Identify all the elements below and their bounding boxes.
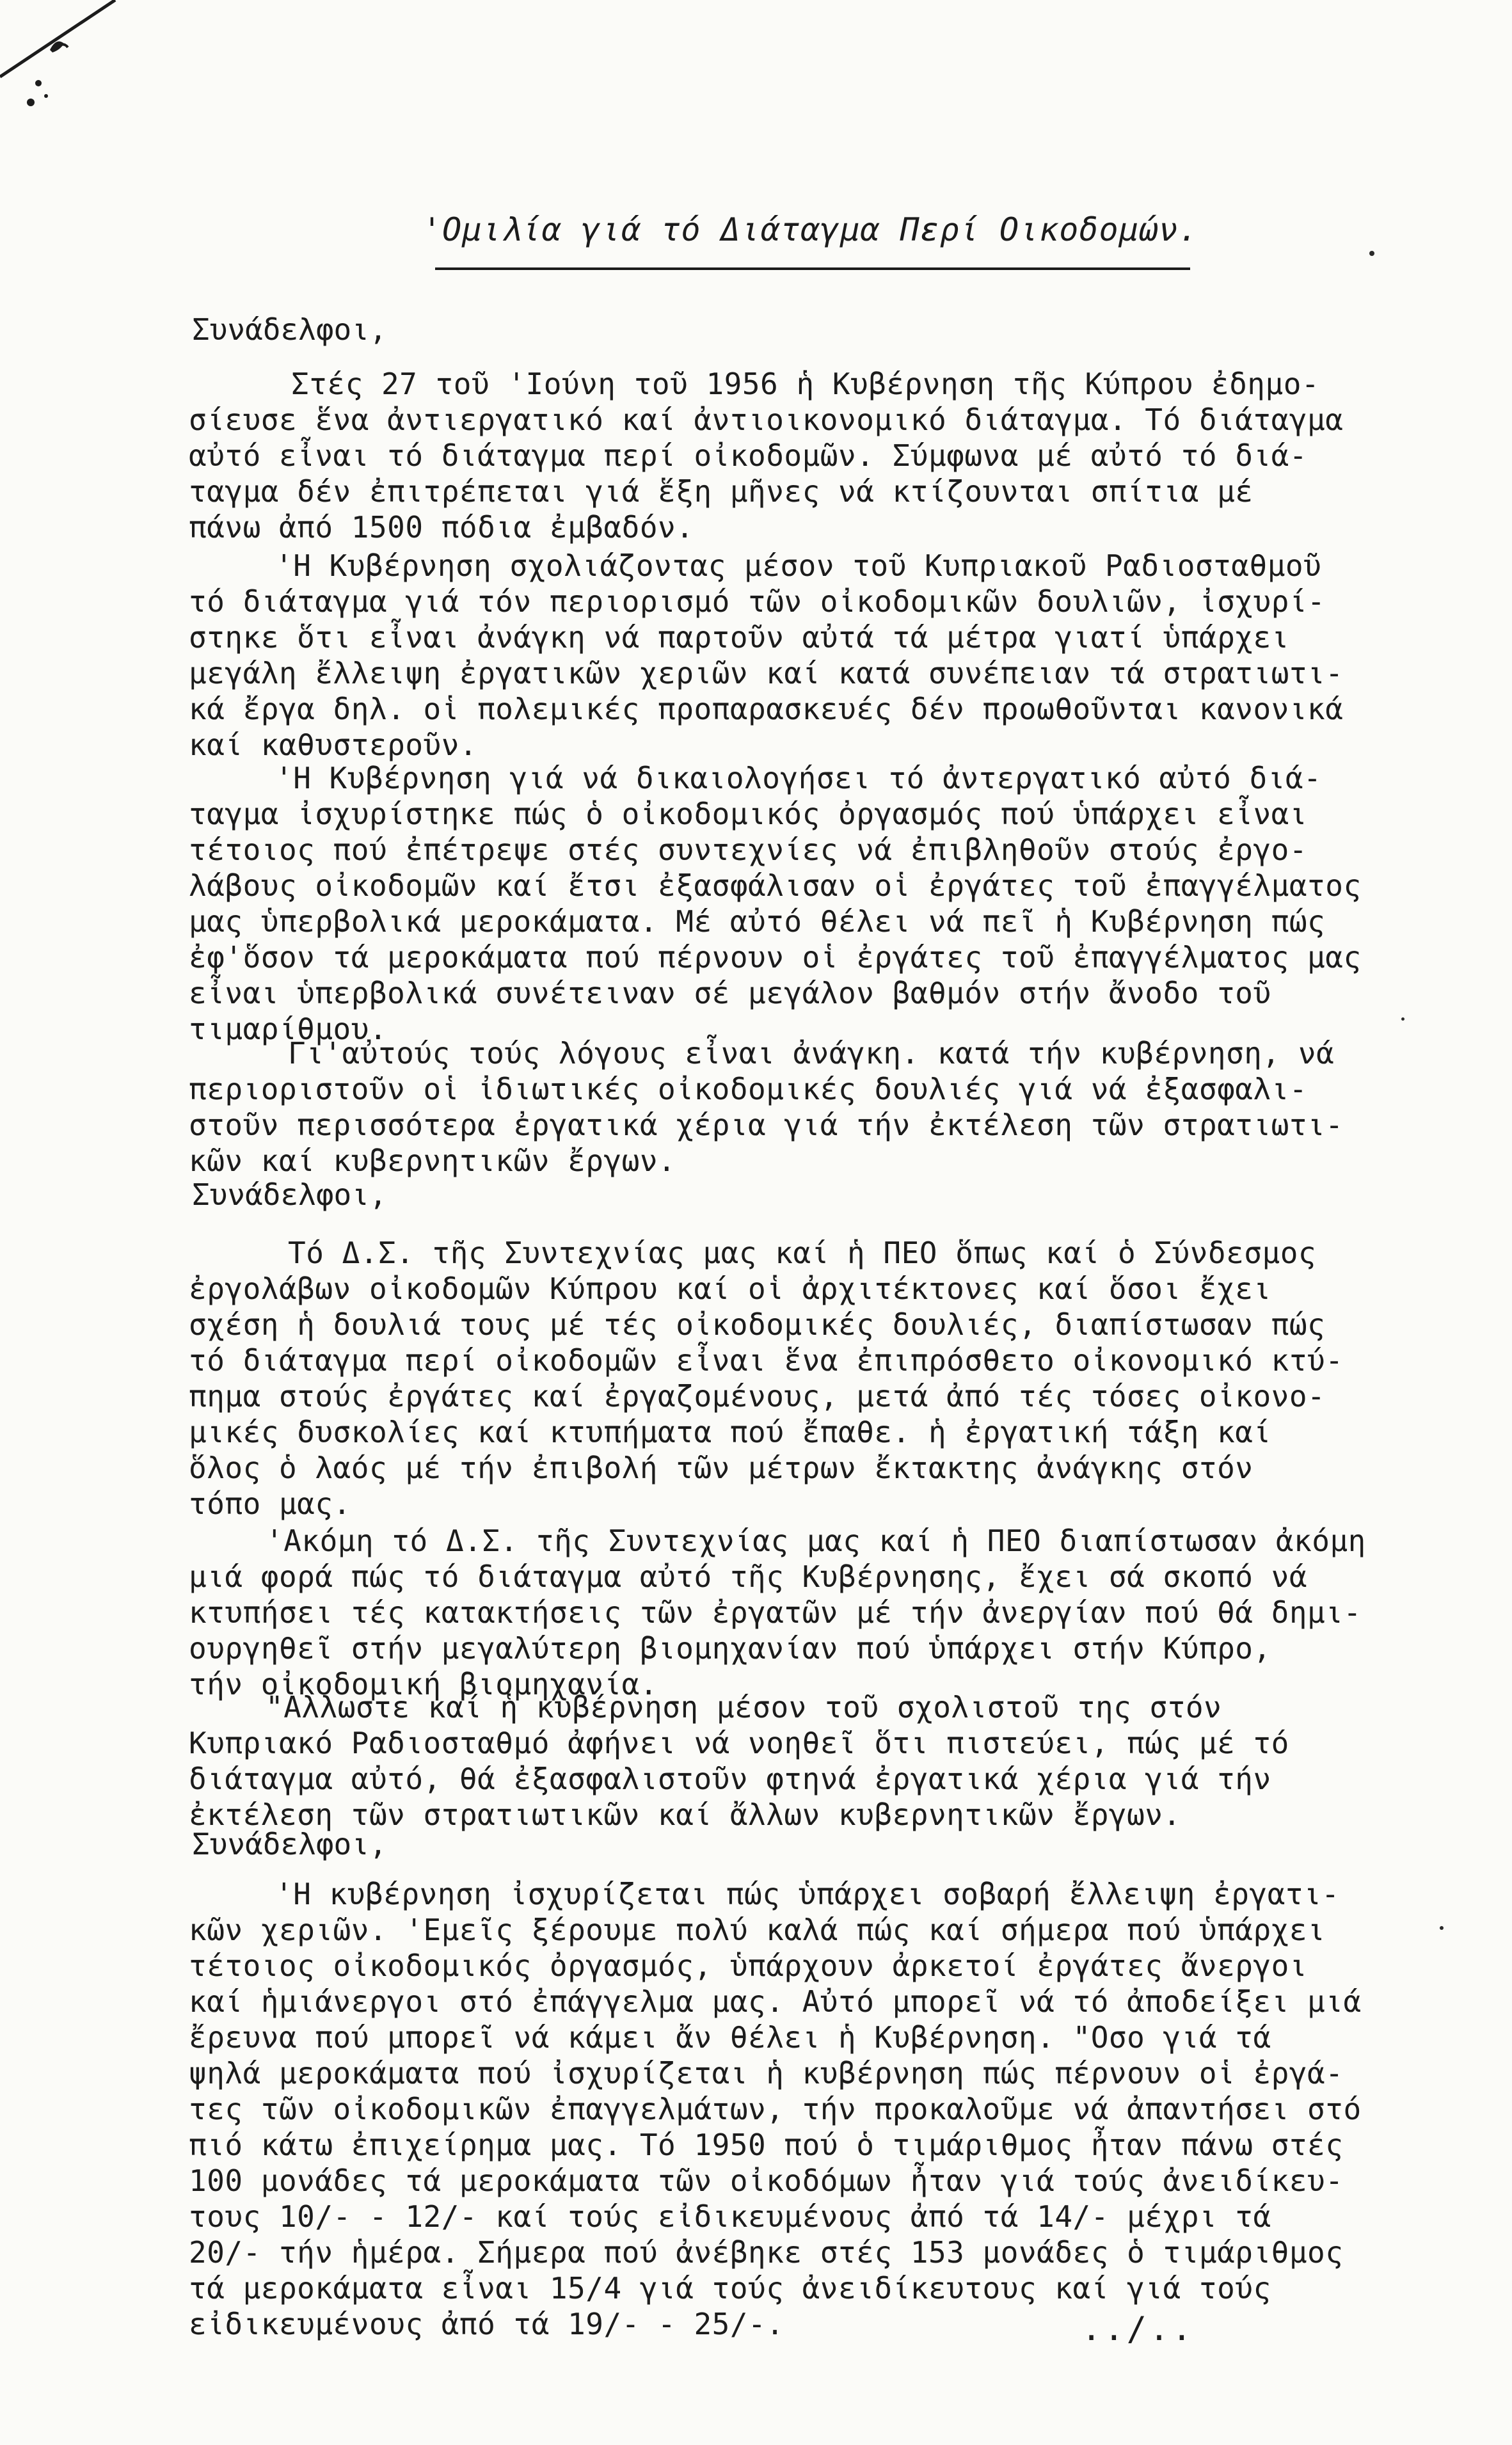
text-line: ἔρευνα πού μπορεῖ νά κάμει ἄν θέλει ἡ Κυβέρνηση. "Οσο γιά τά — [189, 2020, 1271, 2055]
paragraph-8 — [189, 1876, 1462, 2342]
page-continuation-mark: ../.. — [1081, 2310, 1195, 2348]
text-line: μιά φορά πώς τό διάταγμα αὐτό τῆς Κυβέρνησης, ἔχει σά σκοπό νά — [189, 1559, 1308, 1594]
text-line: ἐργολάβων οἰκοδομῶν Κύπρου καί οἱ ἀρχιτέκτονες καί ὅσοι ἔχει — [189, 1271, 1271, 1306]
text-line: τους 10/- - 12/- καί τούς εἰδικευμένους ἀπό τά 14/- μέχρι τά — [189, 2199, 1271, 2234]
paragraph-7 — [189, 1689, 1462, 1833]
text-line: τιμαρίθμου. — [189, 1012, 388, 1046]
text-line: ἐφ'ὅσον τά μεροκάματα πού πέρνουν οἱ ἐργάτες τοῦ ἐπαγγέλματος μας — [189, 940, 1362, 975]
paragraph-1 — [189, 366, 1462, 545]
text-line: ταγμα δέν ἐπιτρέπεται γιά ἕξη μῆνες νά κτίζουνται σπίτια μέ — [189, 474, 1253, 509]
text-line: σχέση ἡ δουλιά τους μέ τές οἰκοδομικές δουλιές, διαπίστωσαν πώς — [189, 1307, 1326, 1342]
text-line: Κυπριακό Ραδιοσταθμό ἀφήνει νά νοηθεῖ ὅτι πιστεύει, πώς μέ τό — [189, 1726, 1289, 1760]
text-line: ψηλά μεροκάματα πού ἰσχυρίζεται ἡ κυβέρνηση πώς πέρνουν οἱ ἐργά- — [189, 2056, 1344, 2091]
text-line: πιό κάτω ἐπιχείρημα μας. Τό 1950 πού ὁ τιμάριθμος ἦταν πάνω στές — [189, 2128, 1344, 2162]
paragraph-5 — [189, 1235, 1462, 1522]
paragraph-3 — [189, 760, 1462, 1047]
text-line: στηκε ὅτι εἶναι ἀνάγκη νά παρτοῦν αὐτά τά μέτρα γιατί ὑπάρχει — [189, 620, 1289, 655]
text-line: αὐτό εἶναι τό διάταγμα περί οἰκοδομῶν. Σύμφωνα μέ αὐτό τό διά- — [189, 438, 1308, 473]
text-line: ἐκτέλεση τῶν στρατιωτικῶν καί ἄλλων κυβερνητικῶν ἔργων. — [189, 1797, 1181, 1832]
text-line: τέτοιος οἰκοδομικός ὀργασμός, ὑπάρχουν ἀρκετοί ἐργάτες ἄνεργοι — [189, 1948, 1308, 1983]
text-line: ταγμα ἰσχυρίστηκε πώς ὁ οἰκοδομικός ὀργασμός πού ὑπάρχει εἶναι — [189, 797, 1308, 831]
text-line: μας ὑπερβολικά μεροκάματα. Μέ αὐτό θέλει νά πεῖ ἡ Κυβέρνηση πώς — [189, 904, 1326, 939]
text-line: μικές δυσκολίες καί κτυπήματα πού ἔπαθε. ἡ ἐργατική τάξη καί — [189, 1415, 1271, 1449]
text-line: κῶν χεριῶν. 'Εμεῖς ξέρουμε πολύ καλά πώς καί σήμερα πού ὑπάρχει — [189, 1913, 1326, 1947]
paragraph-2 — [189, 548, 1462, 763]
text-line: τες τῶν οἰκοδομικῶν ἐπαγγελμάτων, τήν προκαλοῦμε νά ἀπαντήσει στό — [189, 2092, 1362, 2126]
salutation: Συνάδελφοι, — [192, 312, 387, 347]
text-line: "Αλλωστε καί ἡ κυβέρνηση μέσον τοῦ σχολιστοῦ της στόν — [266, 1690, 1222, 1724]
paragraph-6 — [189, 1523, 1462, 1702]
text-line: μεγάλη ἔλλειψη ἐργατικῶν χεριῶν καί κατά συνέπειαν τά στρατιωτι- — [189, 656, 1344, 690]
text-line: καί ἡμιάνεργοι στό ἐπάγγελμα μας. Αὐτό μπορεῖ νά τό ἀποδείξει μιά — [189, 1984, 1362, 2019]
text-line: τήν οἰκοδομική βιομηχανία. — [189, 1667, 658, 1701]
document-title: 'Ομιλία γιά τό Διάταγμα Περί Οικοδομών. — [422, 211, 1198, 248]
text-line: κτυπήσει τές κατακτήσεις τῶν ἐργατῶν μέ τήν ἀνεργίαν πού θά δημι- — [189, 1595, 1362, 1630]
text-line: ὅλος ὁ λαός μέ τήν ἐπιβολή τῶν μέτρων ἔκτακτης ἀνάγκης στόν — [189, 1451, 1253, 1485]
text-line: Στές 27 τοῦ 'Ιούνη τοῦ 1956 ἡ Κυβέρνηση τῆς Κύπρου ἐδημο- — [291, 367, 1320, 401]
title-underline — [435, 267, 1190, 270]
text-line: στοῦν περισσότερα ἐργατικά χέρια γιά τήν ἐκτέλεση τῶν στρατιωτι- — [189, 1108, 1344, 1142]
text-line: τέτοιος πού ἐπέτρεψε στές συντεχνίες νά ἐπιβληθοῦν στούς ἐργο- — [189, 832, 1308, 867]
text-line: 20/- τήν ἡμέρα. Σήμερα πού ἀνέβηκε στές 153 μονάδες ὁ τιμάριθμος — [189, 2235, 1344, 2270]
text-line: κῶν καί κυβερνητικῶν ἔργων. — [189, 1143, 676, 1178]
text-line: 'Η κυβέρνηση ἰσχυρίζεται πώς ὑπάρχει σοβαρή ἔλλειψη ἐργατι- — [275, 1877, 1340, 1911]
text-line: εἰδικευμένους ἀπό τά 19/- - 25/-. — [189, 2307, 784, 2341]
text-line: 100 μονάδες τά μεροκάματα τῶν οἰκοδόμων ἦταν γιά τούς ἀνειδίκευ- — [189, 2163, 1344, 2198]
text-line: Γι'αὐτούς τούς λόγους εἶναι ἀνάγκη. κατά τήν κυβέρνηση, νά — [288, 1036, 1335, 1071]
scan-speck — [1440, 1926, 1444, 1930]
text-line: τό διάταγμα γιά τόν περιορισμό τῶν οἰκοδομικῶν δουλιῶν, ἰσχυρί- — [189, 584, 1326, 619]
corner-pen-mark — [0, 0, 128, 128]
scan-speck — [1369, 251, 1374, 256]
text-line: πάνω ἀπό 1500 πόδια ἐμβαδόν. — [189, 510, 694, 545]
text-line: καί καθυστεροῦν. — [189, 728, 478, 762]
text-line: 'Η Κυβέρνηση σχολιάζοντας μέσον τοῦ Κυπριακοῦ Ραδιοσταθμοῦ — [275, 548, 1322, 583]
text-line: περιοριστοῦν οἱ ἰδιωτικές οἰκοδομικές δουλιές γιά νά ἐξασφαλι- — [189, 1072, 1308, 1106]
paragraph-4 — [189, 1035, 1462, 1179]
text-line: πημα στούς ἐργάτες καί ἐργαζομένους, μετά ἀπό τές τόσες οἰκονο- — [189, 1379, 1326, 1414]
salutation: Συνάδελφοι, — [192, 1827, 387, 1861]
text-line: ουργηθεῖ στήν μεγαλύτερη βιομηχανίαν πού ὑπάρχει στήν Κύπρο, — [189, 1631, 1271, 1666]
text-line: εἶναι ὑπερβολικά συνέτειναν σέ μεγάλον βαθμόν στήν ἄνοδο τοῦ — [189, 976, 1271, 1010]
text-line: 'Ακόμη τό Δ.Σ. τῆς Συντεχνίας μας καί ἡ ΠΕΟ διαπίστωσαν ἀκόμη — [266, 1524, 1366, 1558]
text-line: 'Η Κυβέρνηση γιά νά δικαιολογήσει τό ἀντεργατικό αὐτό διά- — [275, 761, 1322, 795]
text-line: τά μεροκάματα εἶναι 15/4 γιά τούς ἀνειδίκευτους καί γιά τούς — [189, 2271, 1271, 2306]
scan-speck — [1401, 1017, 1405, 1021]
text-line: τό διάταγμα περί οἰκοδομῶν εἶναι ἕνα ἐπιπρόσθετο οἰκονομικό κτύ- — [189, 1343, 1344, 1378]
salutation: Συνάδελφοι, — [192, 1177, 387, 1212]
text-line: τόπο μας. — [189, 1486, 351, 1521]
text-line: Τό Δ.Σ. τῆς Συντεχνίας μας καί ἡ ΠΕΟ ὅπως καί ὁ Σύνδεσμος — [288, 1236, 1317, 1270]
text-line: διάταγμα αὐτό, θά ἐξασφαλιστοῦν φτηνά ἐργατικά χέρια γιά τήν — [189, 1762, 1271, 1796]
text-line: λάβους οἰκοδομῶν καί ἔτσι ἐξασφάλισαν οἱ ἐργάτες τοῦ ἐπαγγέλματος — [189, 868, 1362, 903]
text-line: κά ἔργα δηλ. οἱ πολεμικές προπαρασκευές δέν προωθοῦνται κανονικά — [189, 692, 1344, 726]
text-line: σίευσε ἕνα ἀντιεργατικό καί ἀντιοικονομικό διάταγμα. Τό διάταγμα — [189, 402, 1344, 437]
